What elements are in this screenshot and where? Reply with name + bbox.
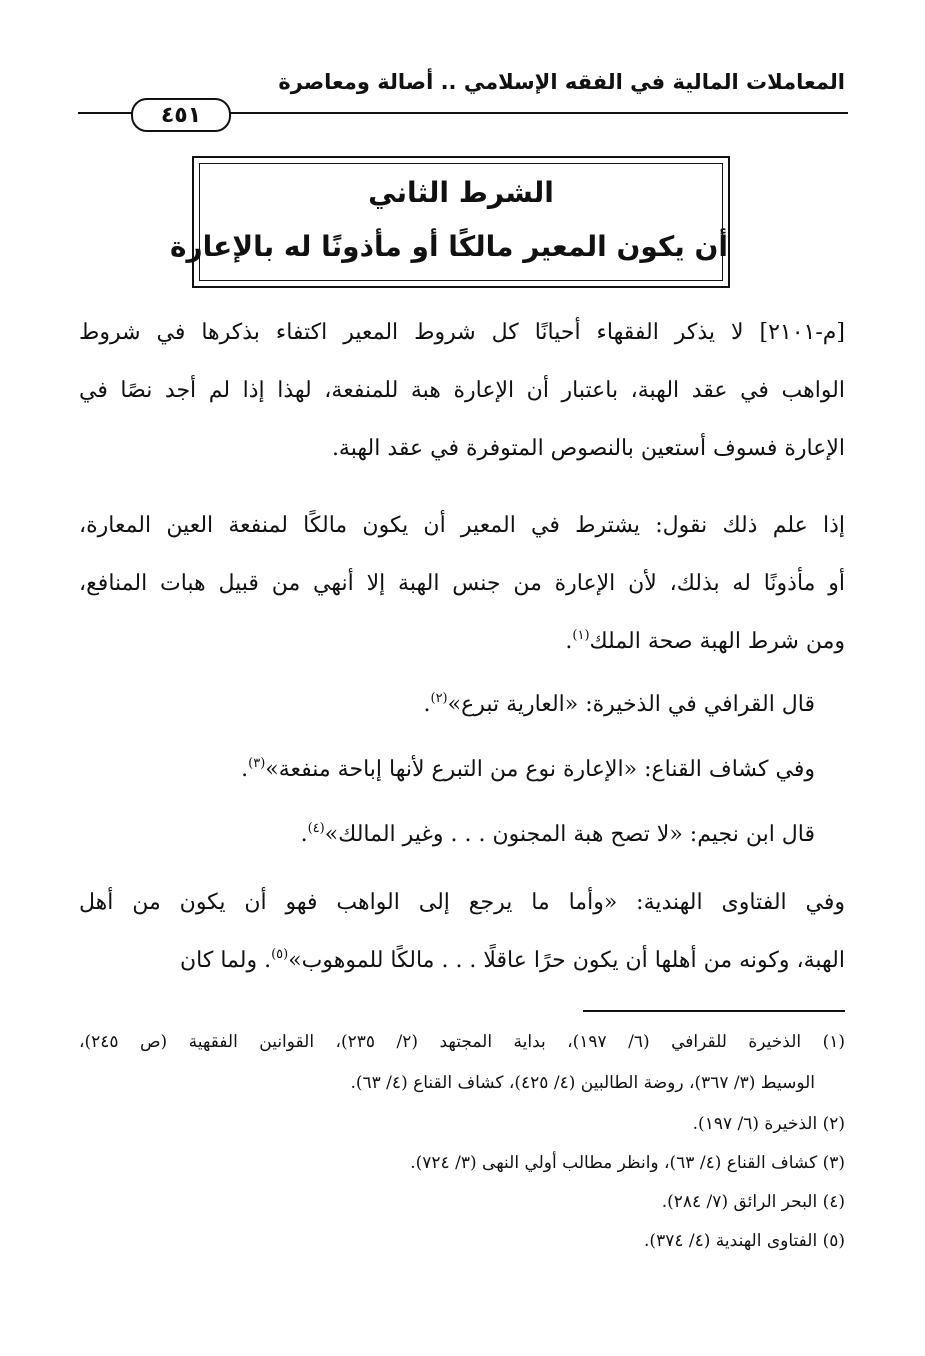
page-number: ٤٥١ — [131, 98, 231, 132]
footnote: الوسيط (٣/ ٣٦٧)، روضة الطالبين (٤/ ٤٢٥)، كشاف القناع (٤/ ٦٣). — [350, 1073, 815, 1093]
running-header: المعاملات المالية في الفقه الإسلامي .. أصالة ومعاصرة — [278, 70, 845, 94]
footnote: (٢) الذخيرة (٦/ ١٩٧). — [692, 1114, 845, 1134]
quote-text: . — [300, 822, 308, 847]
paragraph-text: الهبة، وكونه من أهلها أن يكون حرًا عاقلًا . . . مالكًا للموهوب» — [288, 948, 845, 973]
footnote: (٥) الفتاوى الهندية (٤/ ٣٧٤). — [644, 1231, 845, 1251]
quote-text: . — [241, 757, 249, 782]
footnote-ref[interactable]: (٥) — [271, 947, 289, 962]
paragraph-line: وفي الفتاوى الهندية: «وأما ما يرجع إلى الواهب فهو أن يكون من أهل — [79, 890, 845, 915]
paragraph-line: أو مأذونًا له بذلك، لأن الإعارة من جنس الهبة إلا أنهي من قبيل هبات المنافع، — [79, 571, 845, 596]
paragraph-text: . — [565, 629, 573, 654]
quote-line — [241, 755, 815, 785]
footnote-ref[interactable]: (٣) — [248, 756, 266, 771]
paragraph-line — [180, 946, 845, 976]
paragraph-line: [م-٢١٠١] لا يذكر الفقهاء أحيانًا كل شروط المعير اكتفاء بذكرها في شروط — [79, 320, 845, 345]
footnote: (٣) كشاف القناع (٤/ ٦٣)، وانظر مطالب أولي النهى (٣/ ٧٢٤). — [410, 1153, 845, 1173]
footnote-ref[interactable]: (٤) — [307, 821, 325, 836]
footnote-ref[interactable]: (١) — [572, 628, 590, 643]
paragraph-line: الواهب في عقد الهبة، باعتبار أن الإعارة هبة للمنفعة، لهذا إذا لم أجد نصًا في — [79, 378, 845, 403]
quote-text: قال القرافي في الذخيرة: «العارية تبرع» — [447, 692, 815, 717]
footnote: (٤) البحر الرائق (٧/ ٢٨٤). — [661, 1192, 845, 1212]
paragraph-text: ومن شرط الهبة صحة الملك — [589, 629, 845, 654]
quote-text: . — [423, 692, 431, 717]
footnote-rule — [583, 1010, 845, 1012]
quote-line — [423, 690, 815, 720]
quote-line — [301, 820, 815, 850]
footnote-ref[interactable]: (٢) — [430, 691, 448, 706]
title-frame — [170, 156, 730, 288]
quote-text: قال ابن نجيم: «لا تصح هبة المجنون . . . وغير المالك» — [324, 822, 815, 847]
quote-text: وفي كشاف القناع: «الإعارة نوع من التبرع لأنها إباحة منفعة» — [265, 757, 815, 782]
footnote: (١) الذخيرة للقرافي (٦/ ١٩٧)، بداية المجتهد (٢/ ٢٣٥)، القوانين الفقهية (ص ٢٤٥)، — [79, 1032, 845, 1052]
paragraph-text: . ولما كان — [180, 948, 272, 973]
paragraph-line: الإعارة فسوف أستعين بالنصوص المتوفرة في عقد الهبة. — [331, 436, 845, 461]
paragraph-line: إذا علم ذلك نقول: يشترط في المعير أن يكون مالكًا لمنفعة العين المعارة، — [79, 513, 845, 538]
section-subtitle: أن يكون المعير مالكًا أو مأذونًا له بالإعارة — [170, 230, 728, 263]
paragraph-line — [565, 627, 845, 657]
section-title: الشرط الثاني — [368, 176, 554, 209]
